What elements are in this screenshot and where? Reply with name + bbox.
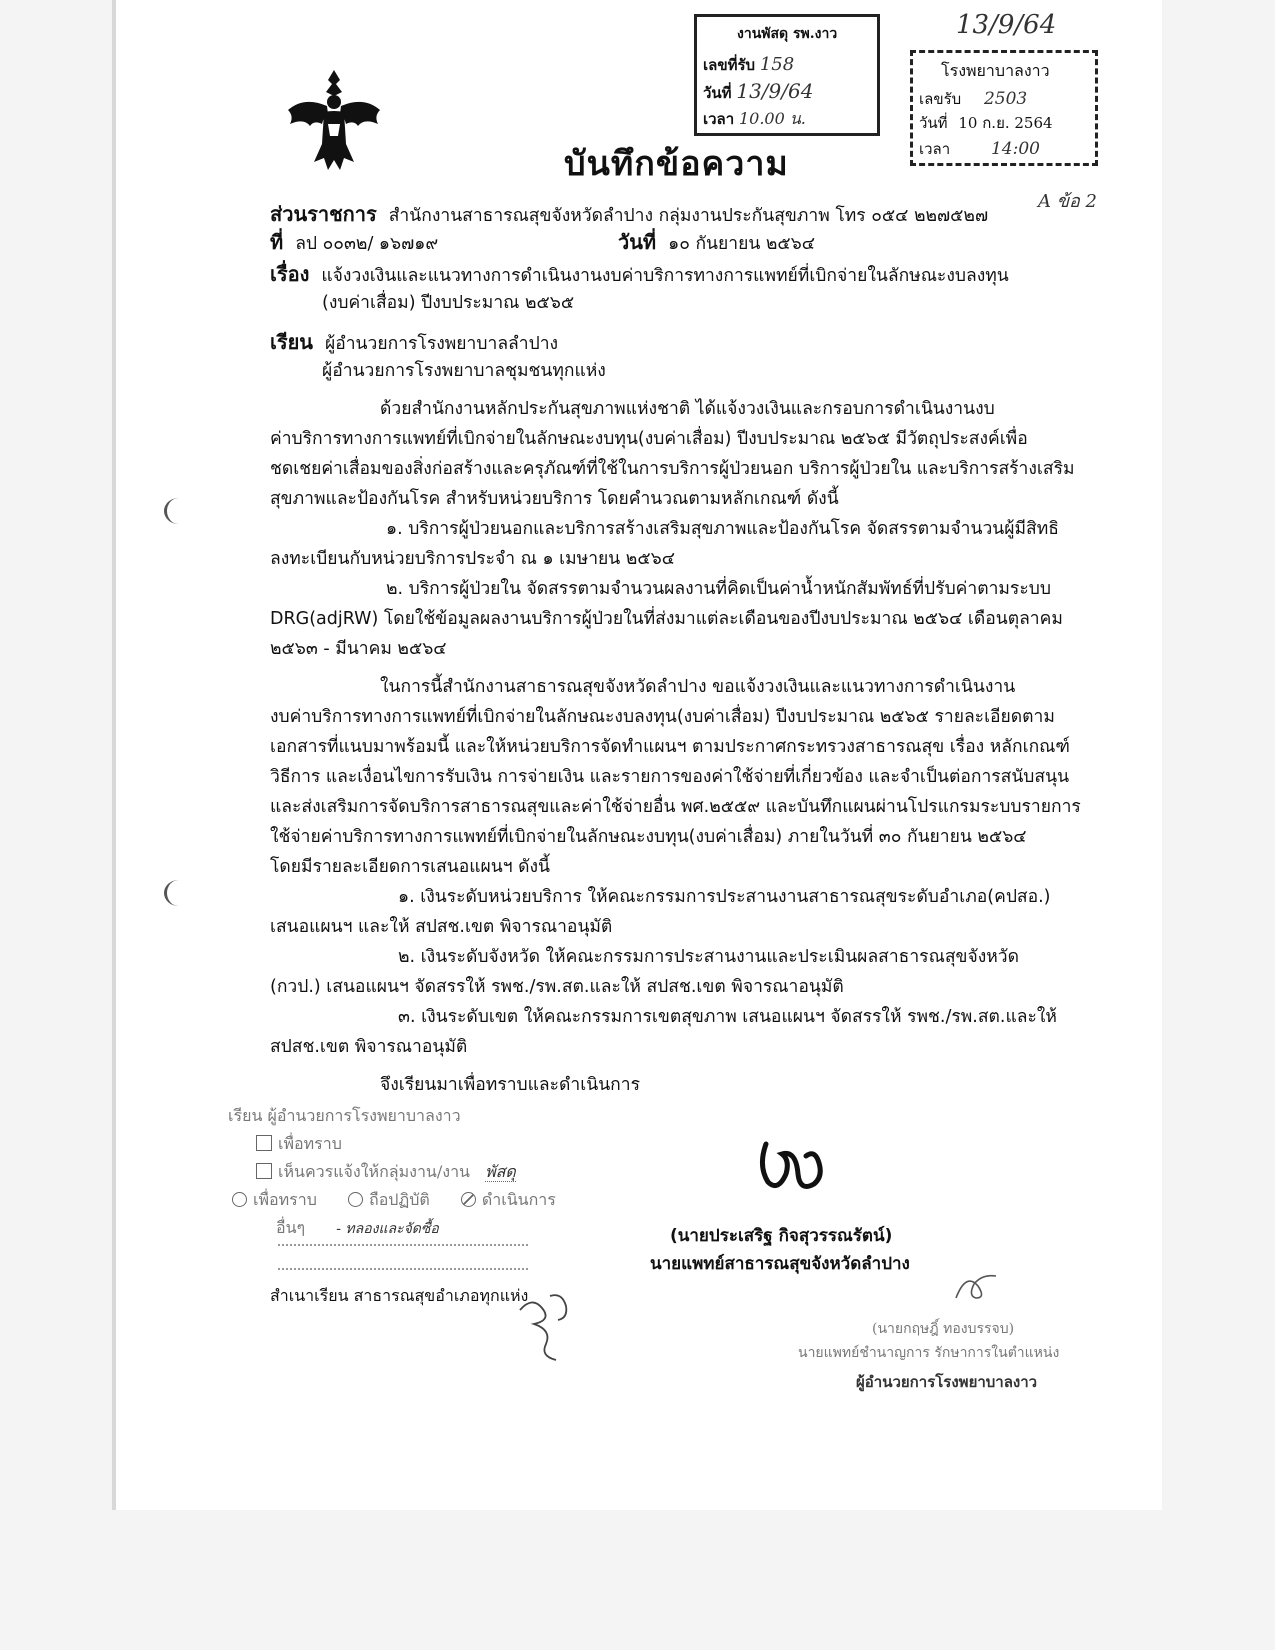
- routing-option-label: เห็นควรแจ้งให้กลุ่มงาน/งาน: [278, 1162, 470, 1181]
- routing-other-label: อื่นๆ: [276, 1218, 306, 1237]
- receive-stamp-supply: [694, 14, 880, 136]
- reference-label: ที่: [270, 230, 284, 254]
- routing-option-row: [232, 1188, 556, 1213]
- routing-option-row: [256, 1132, 342, 1157]
- body-text-line: ๑. เงินระดับหน่วยบริการ ให้คณะกรรมการประสานงานสาธารณสุขระดับอำเภอ(คปสอ.): [398, 887, 1051, 907]
- document-page: [112, 0, 1162, 1510]
- body-text-line: (กวป.) เสนอแผนฯ จัดสรรให้ รพช./รพ.สต.และให้ สปสช.เขต พิจารณาอนุมัติ: [270, 977, 844, 997]
- agency-value: สำนักงานสาธารณสุขจังหวัดลำปาง กลุ่มงานประกันสุขภาพ โทร ๐๕๔ ๒๒๗๕๒๗: [388, 206, 989, 226]
- body-text-line: วิธีการ และเงื่อนไขการรับเงิน การจ่ายเงิน และรายการของค่าใช้จ่ายที่เกี่ยวข้อง และจำเป็นต่อการสนับสนุน: [270, 767, 1070, 787]
- director-initials-mark: [952, 1268, 1002, 1304]
- checkbox-checked-icon: [256, 1135, 272, 1151]
- stamp-label: เวลา: [919, 140, 951, 158]
- radio-icon: [348, 1192, 363, 1207]
- blank-dotted-line: [278, 1244, 528, 1246]
- routing-other-value: - ทลองและจัดซื้อ: [336, 1221, 439, 1237]
- radio-icon: [232, 1192, 247, 1207]
- subject-label: เรื่อง: [270, 262, 310, 286]
- routing-option-label: ดำเนินการ: [481, 1190, 556, 1209]
- receive-stamp-hospital: [910, 50, 1098, 166]
- stamp-label: วันที่: [703, 84, 732, 102]
- body-text-line: ด้วยสำนักงานหลักประกันสุขภาพแห่งชาติ ได้แจ้งวงเงินและกรอบการดำเนินงานงบ: [380, 399, 995, 419]
- routing-department: พัสดุ: [485, 1162, 516, 1181]
- reference-line: [270, 226, 438, 258]
- agency-label: ส่วนราชการ: [270, 202, 377, 226]
- routing-option-label: เพื่อทราบ: [253, 1190, 317, 1209]
- stamp-label: เลขรับ: [919, 90, 962, 108]
- document-title: บันทึกข้อความ: [564, 144, 789, 184]
- body-text-line: เสนอแผนฯ และให้ สปสช.เขต พิจารณาอนุมัติ: [270, 917, 613, 937]
- stamp-date: 13/9/64: [736, 79, 814, 103]
- stamp-receive-number: 158: [759, 54, 795, 75]
- body-text-line: ค่าบริการทางการแพทย์ที่เบิกจ่ายในลักษณะงบทุน(งบค่าเสื่อม) ปีงบประมาณ ๒๕๖๕ มีวัตถุประสงค์เพื่อ: [270, 429, 1028, 449]
- date-value: ๑๐ กันยายน ๒๕๖๔: [668, 234, 815, 254]
- recipient-1: ผู้อำนวยการโรงพยาบาลลำปาง: [324, 334, 559, 354]
- signatory-name: (นายประเสริฐ กิจสุวรรณรัตน์): [670, 1226, 893, 1246]
- garuda-emblem: [284, 66, 384, 178]
- body-text-line: และส่งเสริมการจัดบริการสาธารณสุขและค่าใช้จ่ายอื่น พศ.๒๕๕๙ และบันทึกแผนผ่านโปรแกรมระบบรายการ: [270, 797, 1081, 817]
- director-position-1: นายแพทย์ชำนาญการ รักษาการในตำแหน่ง: [798, 1345, 1060, 1361]
- director-name: (นายกฤษฎิ์ ทองบรรจบ): [872, 1321, 1015, 1337]
- date-label: วันที่: [618, 230, 657, 254]
- body-text-line: ๓. เงินระดับเขต ให้คณะกรรมการเขตสุขภาพ เสนอแผนฯ จัดสรรให้ รพช./รพ.สต.และให้: [398, 1007, 1057, 1027]
- recipient-2: ผู้อำนวยการโรงพยาบาลชุมชนทุกแห่ง: [322, 361, 606, 381]
- stamp-label: วันที่: [919, 114, 948, 132]
- stamp-receive-number: 2503: [983, 89, 1028, 109]
- routing-recipient: เรียน ผู้อำนวยการโรงพยาบาลงาว: [228, 1106, 461, 1125]
- page-edge: [112, 0, 116, 1510]
- stamp-date: 10 ก.ย. 2564: [958, 114, 1053, 132]
- body-text-line: ลงทะเบียนกับหน่วยบริการประจำ ณ ๑ เมษายน ๒๕๖๔: [270, 549, 675, 569]
- subject-line-2: (งบค่าเสื่อม) ปีงบประมาณ ๒๕๖๕: [322, 293, 575, 313]
- closing-line: จึงเรียนมาเพื่อทราบและดำเนินการ: [380, 1075, 640, 1095]
- punch-hole-mark: [164, 498, 193, 524]
- stamp-label: เลขที่รับ: [703, 56, 756, 74]
- body-text-line: ๒. บริการผู้ป่วยใน จัดสรรตามจำนวนผลงานที่คิดเป็นค่าน้ำหนักสัมพัทธ์ที่ปรับค่าตามระบบ: [386, 579, 1051, 599]
- date-line: [618, 226, 815, 258]
- stamp-time: 14:00: [990, 139, 1040, 159]
- subject-line: [270, 258, 1009, 290]
- stamp-title: โรงพยาบาลงาว: [941, 61, 1050, 80]
- side-handwritten-note: A ข้อ 2: [1038, 191, 1098, 212]
- body-text-line: โดยมีรายละเอียดการเสนอแผนฯ ดังนี้: [270, 857, 550, 877]
- signatory-position: นายแพทย์สาธารณสุขจังหวัดลำปาง: [650, 1254, 910, 1274]
- body-text-line: ชดเชยค่าเสื่อมของสิ่งก่อสร้างและครุภัณฑ์ที่ใช้ในการบริการผู้ป่วยนอก บริการผู้ป่วยใน และบริการสร้างเสริม: [270, 459, 1075, 479]
- body-text-line: เอกสารที่แนบมาพร้อมนี้ และให้หน่วยบริการจัดทำแผนฯ ตามประกาศกระทรวงสาธารณสุข เรื่อง หลักเกณฑ์: [270, 737, 1070, 757]
- body-text-line: ๑. บริการผู้ป่วยนอกและบริการสร้างเสริมสุขภาพและป้องกันโรค จัดสรรตามจำนวนผู้มีสิทธิ: [386, 519, 1059, 539]
- routing-option-label: เพื่อทราบ: [278, 1134, 342, 1153]
- punch-hole-mark: [164, 880, 193, 906]
- initials-mark: [512, 1290, 582, 1370]
- subject-text: แจ้งวงเงินและแนวทางการดำเนินงานงบค่าบริการทางการแพทย์ที่เบิกจ่ายในลักษณะงบลงทุน: [321, 266, 1009, 286]
- body-text-line: ๒๕๖๓ - มีนาคม ๒๕๖๔: [270, 639, 447, 659]
- radio-checked-icon: [461, 1192, 476, 1207]
- cc-line: สำเนาเรียน สาธารณสุขอำเภอทุกแห่ง: [270, 1286, 529, 1305]
- stamp-title: งานพัสดุ รพ.งาว: [737, 26, 838, 42]
- corner-handwritten-date: 13/9/64: [956, 10, 1057, 40]
- recipient-line: [270, 326, 558, 358]
- body-text-line: ๒. เงินระดับจังหวัด ให้คณะกรรมการประสานงานและประเมินผลสาธารณสุขจังหวัด: [398, 947, 1019, 967]
- stamp-label: เวลา: [703, 110, 735, 128]
- director-position-2: ผู้อำนวยการโรงพยาบาลงาว: [856, 1373, 1038, 1391]
- routing-option-row: [256, 1160, 516, 1185]
- body-text-line: สุขภาพและป้องกันโรค สำหรับหน่วยบริการ โดยคำนวณตามหลักเกณฑ์ ดังนี้: [270, 489, 839, 509]
- routing-other-row: [276, 1216, 439, 1241]
- stamp-time: 10.00 น.: [738, 109, 806, 128]
- body-text-line: ในการนี้สำนักงานสาธารณสุขจังหวัดลำปาง ขอแจ้งวงเงินและแนวทางการดำเนินงาน: [380, 677, 1016, 697]
- body-text-line: ใช้จ่ายค่าบริการทางการแพทย์ที่เบิกจ่ายในลักษณะงบทุน(งบค่าเสื่อม) ภายในวันที่ ๓๐ กันยายน ๒๕๖๔: [270, 827, 1027, 847]
- signature-mark: [752, 1130, 832, 1200]
- blank-dotted-line: [278, 1268, 528, 1270]
- body-text-line: งบค่าบริการทางการแพทย์ที่เบิกจ่ายในลักษณะงบลงทุน(งบค่าเสื่อม) ปีงบประมาณ ๒๕๖๕ รายละเอียดตาม: [270, 707, 1055, 727]
- routing-option-label: ถือปฏิบัติ: [369, 1190, 430, 1209]
- checkbox-icon: [256, 1163, 272, 1179]
- body-text-line: สปสช.เขต พิจารณาอนุมัติ: [270, 1037, 468, 1057]
- recipient-label: เรียน: [270, 330, 313, 354]
- reference-number: ลป ๐๐๓๒/ ๑๖๗๑๙: [295, 234, 439, 254]
- body-text-line: DRG(adjRW) โดยใช้ข้อมูลผลงานบริการผู้ป่วยในที่ส่งมาแต่ละเดือนของปีงบประมาณ ๒๕๖๔ เดือนตุลาคม: [270, 609, 1063, 629]
